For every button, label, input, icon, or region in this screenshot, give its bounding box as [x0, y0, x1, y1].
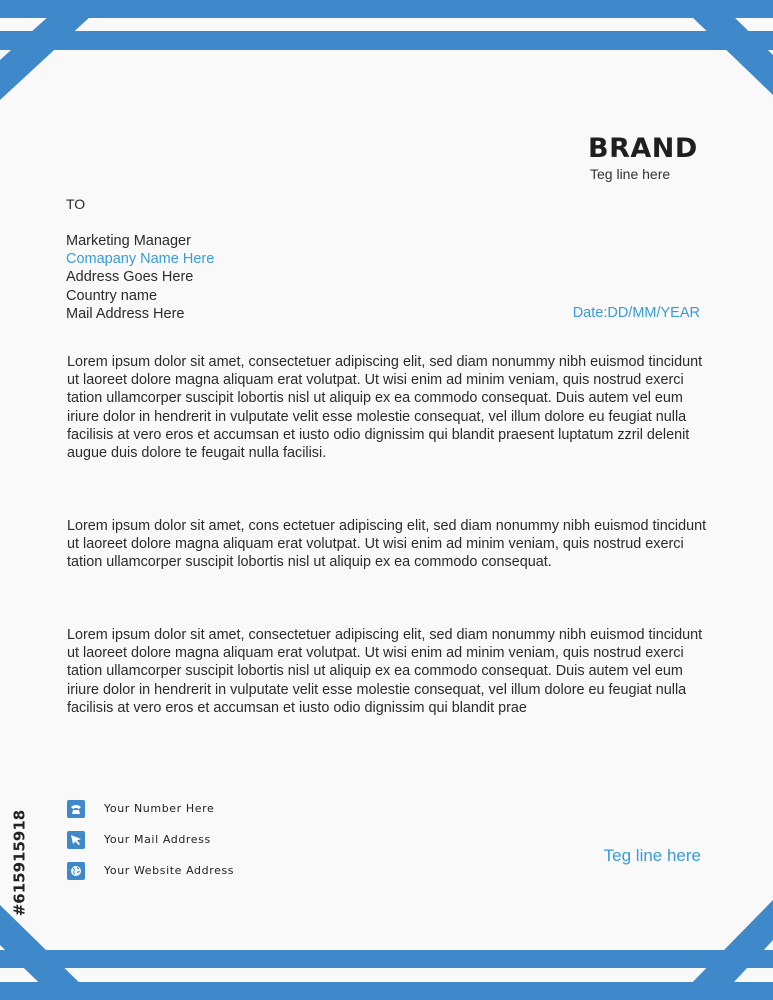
letter-date: Date:DD/MM/YEAR	[572, 305, 700, 321]
contact-phone-text: Your Number Here	[104, 802, 215, 815]
contact-phone	[67, 793, 234, 824]
recipient-address	[66, 232, 214, 323]
recipient-mail: Mail Address Here	[66, 305, 185, 322]
contact-website	[67, 855, 234, 886]
body-paragraph: Lorem ipsum dolor sit amet, consectetuer adipiscing elit, sed diam nonummy nibh euismod tincidunt ut laoreet dolore magna aliquam erat volutpat. Ut wisi enim ad minim veniam, quis nostrud exerci tation ullamcorper suscipit lobortis nisl ut aliquip ex ea commodo consequat. Duis autem vel eum iriure dolor in hendrerit in vulputate velit esse molestie consequat, vel illum dolore eu feugiat nulla facilisis at vero eros et accumsan et iusto odio dignissim qui blandit praesent luptatum zzril delenit augue duis dolore te feugait nulla facilisi.	[67, 354, 703, 462]
recipient-street: Address Goes Here	[66, 269, 194, 286]
brand-tagline: Teg line here	[590, 166, 671, 182]
stock-id-text: #615915918	[10, 809, 29, 916]
top-border	[0, 0, 773, 100]
recipient-title: Marketing Manager	[66, 233, 191, 249]
stock-id-watermark	[4, 770, 34, 955]
contact-mail	[67, 824, 234, 855]
contact-list	[67, 793, 234, 886]
recipient-country: Country name	[66, 287, 158, 304]
cursor-icon	[67, 831, 85, 849]
body-paragraph: Lorem ipsum dolor sit amet, cons ectetuer adipiscing elit, sed diam nonummy nibh euismod tincidunt ut laoreet dolore magna aliquam erat volutpat. Ut wisi enim ad minim veniam, quis nostrud exerci tation ullamcorper suscipit lobortis nisl ut aliquip ex ea commodo consequat.	[67, 518, 707, 571]
to-label: TO	[66, 196, 86, 212]
phone-icon	[67, 800, 85, 818]
body-paragraph: Lorem ipsum dolor sit amet, consectetuer adipiscing elit, sed diam nonummy nibh euismod tincidunt ut laoreet dolore magna aliquam erat volutpat. Ut wisi enim ad minim veniam, quis nostrud exerci tation ullamcorper suscipit lobortis nisl ut aliquip ex ea commodo consequat. Duis autem vel eum iriure dolor in hendrerit in vulputate velit esse molestie consequat, vel illum dolore eu feugiat nulla facilisis at vero eros et accumsan et iusto odio dignissim qui blandit prae	[67, 627, 703, 716]
bottom-border	[0, 900, 773, 1000]
recipient-company: Comapany Name Here	[66, 251, 215, 268]
footer-tagline: Teg line here	[603, 846, 701, 865]
contact-website-text: Your Website Address	[104, 864, 235, 877]
globe-icon	[67, 862, 85, 880]
brand-name: BRAND	[588, 133, 698, 164]
contact-mail-text: Your Mail Address	[104, 833, 211, 846]
